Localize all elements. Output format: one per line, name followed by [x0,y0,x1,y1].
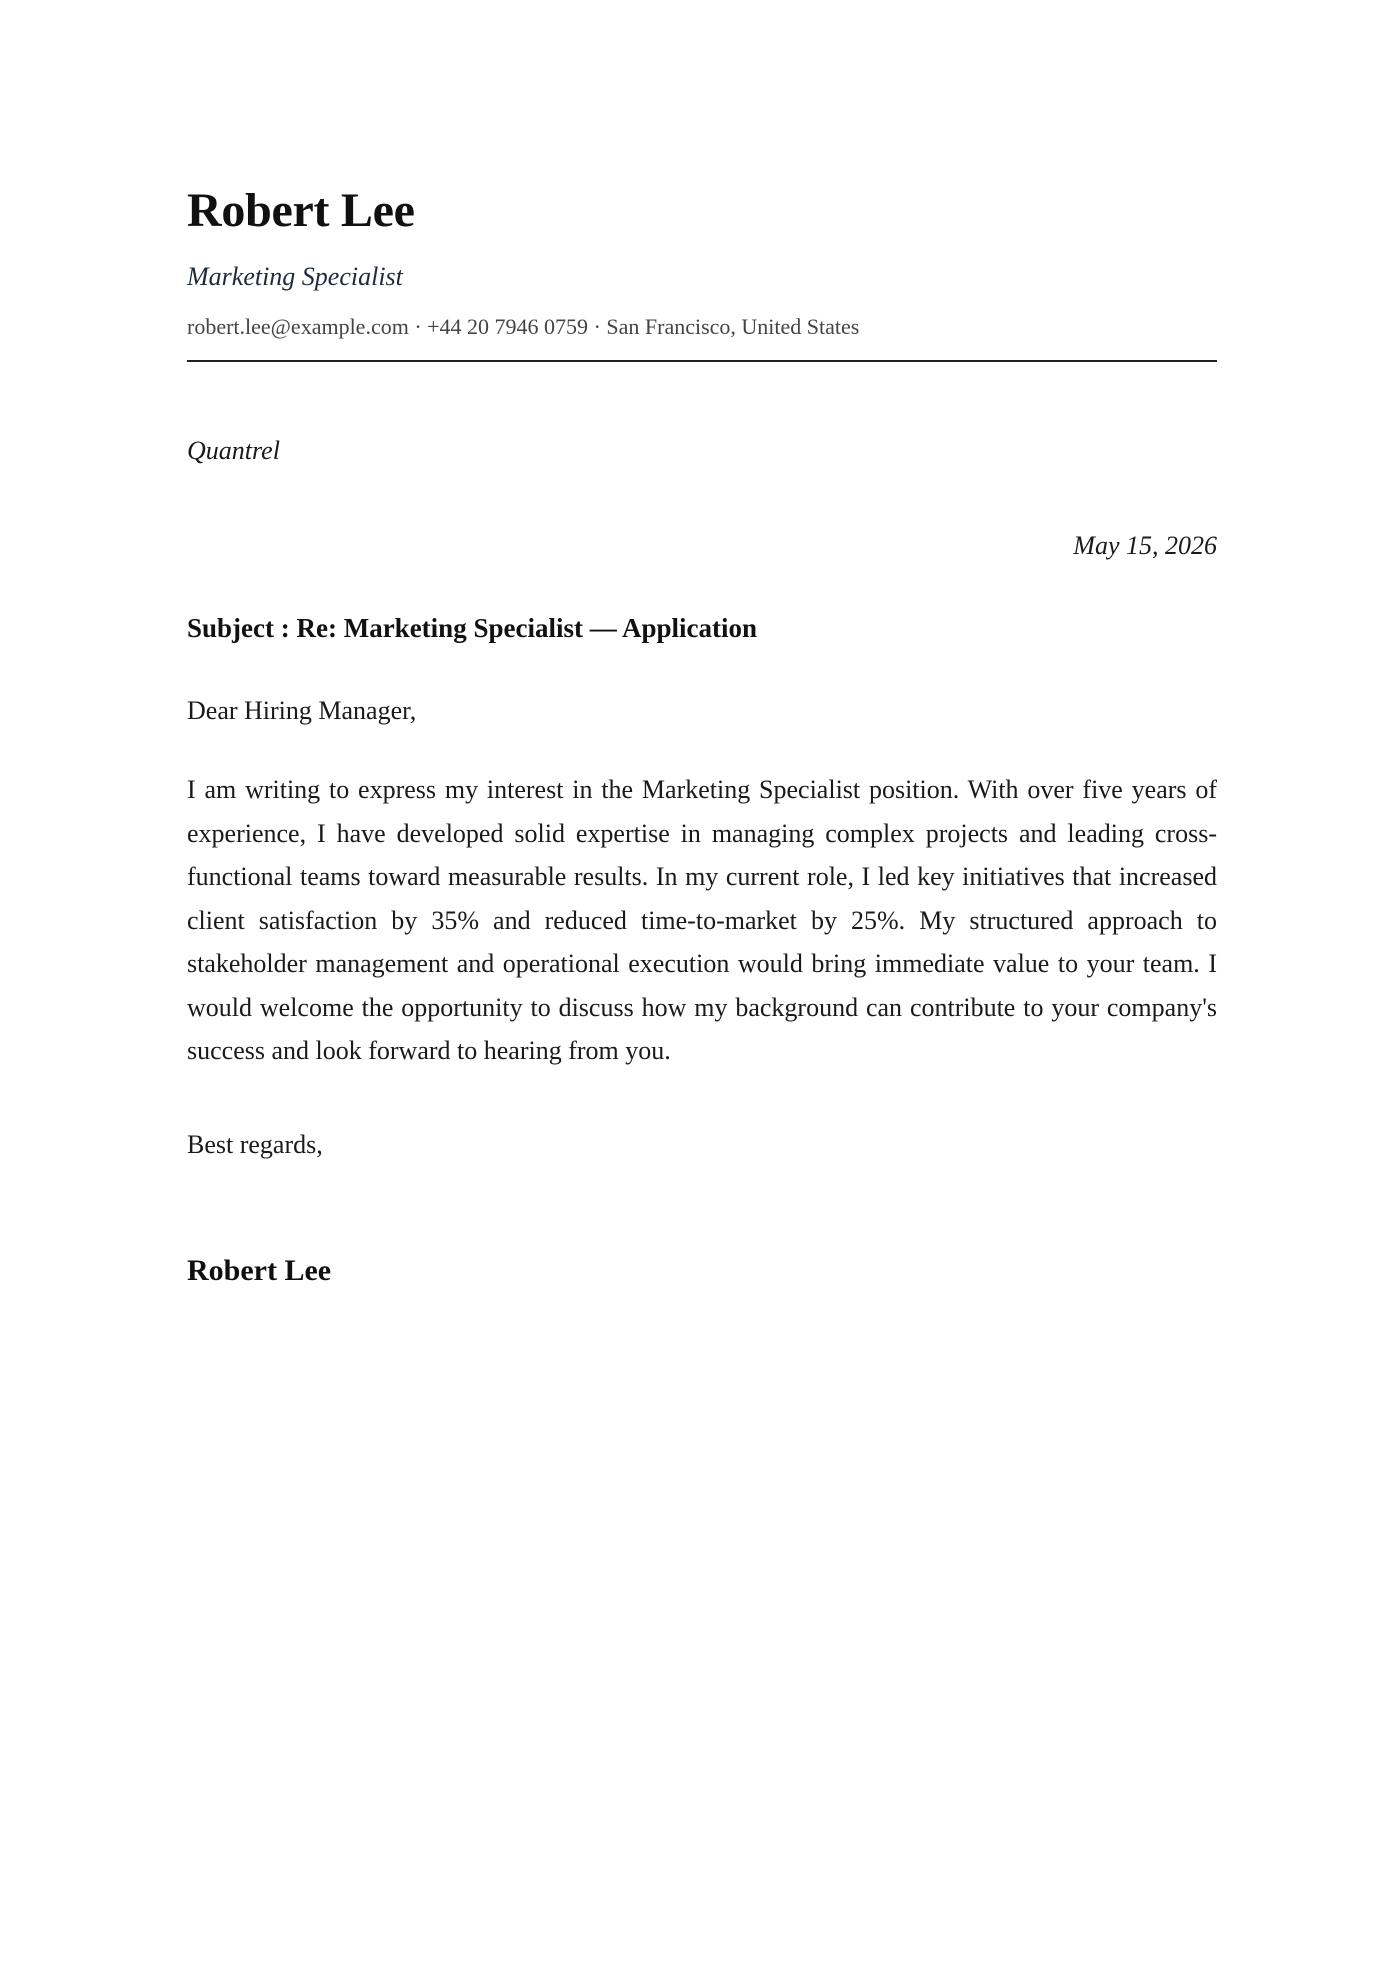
closing-phrase: Best regards, [187,1130,323,1159]
sender-name: Robert Lee [187,184,415,237]
sender-contact-line: robert.lee@example.com · +44 20 7946 0759 · San Francisco, United States [187,314,860,339]
signature-name: Robert Lee [187,1254,332,1287]
letter-body-paragraph: I am writing to express my interest in the Marketing Specialist position. With over five years of experience, I have developed solid expertise in managing complex projects and leading cross-functional teams toward measurable results. In my current role, I led key initiatives that increased client satisfaction by 35% and reduced time-to-market by 25%. My structured approach to stakeholder management and operational execution would bring immediate value to your team. I would welcome the opportunity to discuss how my background can contribute to your company's success and look forward to hearing from you. [187,775,1217,1065]
letter-date: May 15, 2026 [1073,531,1217,560]
letter-subject: Subject : Re: Marketing Specialist — Application [187,613,757,643]
sender-job-title: Marketing Specialist [187,262,403,291]
salutation: Dear Hiring Manager, [187,696,417,725]
header-divider [187,360,1217,362]
recipient-company: Quantrel [187,436,280,465]
